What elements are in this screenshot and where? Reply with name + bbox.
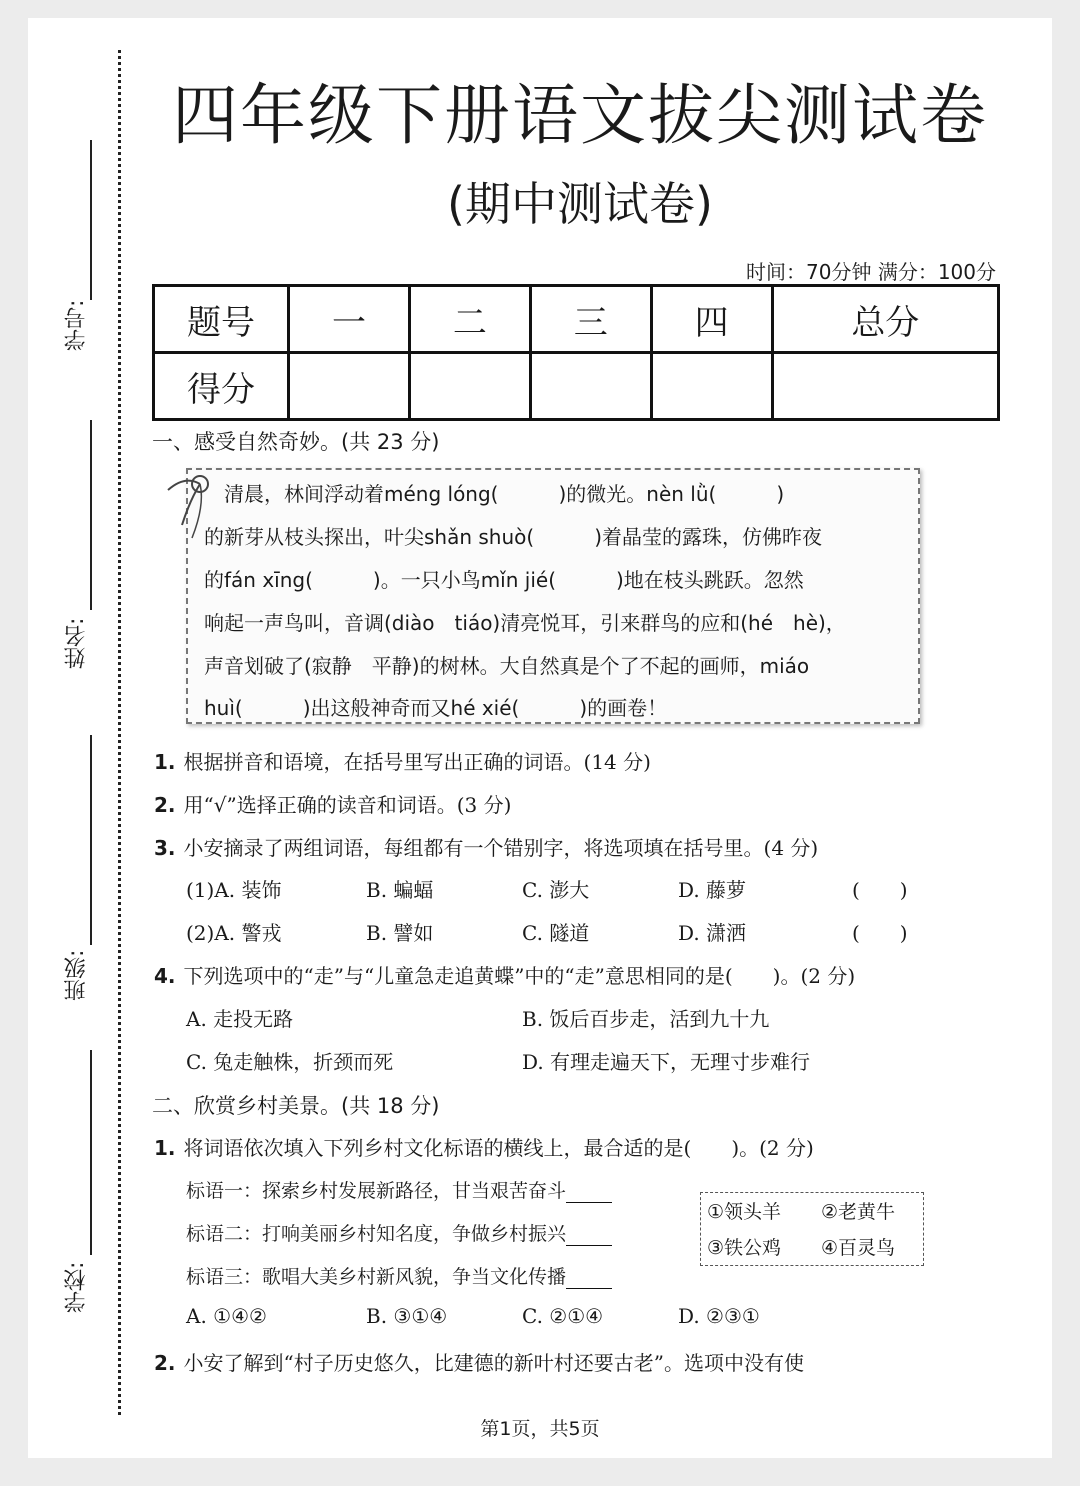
question-number: 1. (154, 1136, 176, 1160)
page-subtitle: (期中测试卷) (447, 177, 713, 231)
slogan-1 (186, 1176, 612, 1203)
option[interactable]: C. 隧道 (522, 921, 590, 945)
option[interactable]: A. ①④② (186, 1304, 267, 1328)
word-choice-box (700, 1192, 924, 1266)
score-table-header-row (154, 286, 999, 353)
option[interactable]: B. ③①④ (366, 1304, 448, 1328)
question-text: 小安摘录了两组词语，每组都有一个错别字，将选项填在括号里。(4 分) (183, 836, 819, 860)
question-text: 下列选项中的“走”与“儿童急走追黄蝶”中的“走”意思相同的是( )。(2 分) (183, 964, 856, 988)
section-2-title: 二、欣赏乡村美景。(共 18 分) (152, 1094, 440, 1118)
question-1-2 (154, 789, 511, 818)
score-input-cell[interactable] (289, 353, 410, 420)
answer-bracket[interactable]: ( ) (852, 921, 908, 945)
binding-dotted-line (118, 50, 121, 1415)
option[interactable]: (2)A. 警戎 (186, 921, 282, 945)
score-cell: 二 (409, 286, 530, 353)
slogan-text: 标语二：打响美丽乡村知名度，争做乡村振兴 (186, 1223, 567, 1245)
score-cell: 总分 (772, 286, 998, 353)
score-input-cell[interactable] (530, 353, 651, 420)
question-1-3 (154, 832, 818, 861)
student-id-label: 学号: (64, 300, 89, 352)
option[interactable]: B. 饭后百步走，活到九十九 (522, 1007, 770, 1031)
option[interactable]: D. 潇洒 (678, 921, 747, 945)
question-2-2 (154, 1347, 804, 1376)
score-cell: 一 (289, 286, 410, 353)
name-label: 姓名: (64, 618, 89, 670)
question-1-1 (154, 746, 651, 775)
option[interactable]: B. 蝙蝠 (366, 878, 434, 902)
question-1-4 (154, 960, 855, 989)
passage-line: 的fán xīng( )。一只小鸟mǐn jié( )地在枝头跳跃。忽然 (204, 568, 804, 592)
passage-line: 清晨，林间浮动着méng lóng( )的微光。nèn lǜ( ) (204, 482, 785, 506)
word-choice: ①领头羊 (707, 1201, 782, 1223)
school-rule (90, 1050, 92, 1255)
score-input-cell[interactable] (651, 353, 772, 420)
class-label: 班级: (64, 950, 89, 1002)
section-1-title: 一、感受自然奇妙。(共 23 分) (152, 430, 440, 454)
class-rule (90, 735, 92, 945)
score-input-cell[interactable] (772, 353, 998, 420)
time-score-info: 时间：70分钟 满分：100分 (746, 260, 996, 284)
option[interactable]: C. 兔走触株，折颈而死 (186, 1050, 394, 1074)
word-choice: ④百灵鸟 (821, 1237, 896, 1259)
passage-line: 的新芽从枝头探出，叶尖shǎn shuò( )着晶莹的露珠，仿佛昨夜 (204, 525, 822, 549)
option[interactable]: D. 藤萝 (678, 878, 747, 902)
word-choice: ②老黄牛 (821, 1201, 896, 1223)
option[interactable]: C. ②①④ (522, 1304, 604, 1328)
question-text: 小安了解到“村子历史悠久，比建德的新叶村还要古老”。选项中没有使 (183, 1351, 804, 1375)
score-table (152, 284, 1000, 421)
question-text: 根据拼音和语境，在括号里写出正确的词语。(14 分) (183, 750, 651, 774)
question-number: 2. (154, 1351, 176, 1375)
score-cell: 三 (530, 286, 651, 353)
option[interactable]: D. 有理走遍天下，无理寸步难行 (522, 1050, 811, 1074)
school-label: 学校: (64, 1262, 89, 1314)
score-cell: 题号 (154, 286, 289, 353)
question-2-1 (154, 1132, 814, 1161)
option[interactable]: C. 澎大 (522, 878, 590, 902)
slogan-2 (186, 1219, 612, 1246)
slogan-3 (186, 1262, 612, 1289)
question-number: 4. (154, 964, 176, 988)
option[interactable]: B. 譬如 (366, 921, 434, 945)
passage-line: 声音划破了(寂静 平静)的树林。大自然真是个了不起的画师，miáo (204, 654, 810, 678)
slogan-text: 标语一：探索乡村发展新路径，甘当艰苦奋斗 (186, 1180, 567, 1202)
question-number: 2. (154, 793, 176, 817)
page-title: 四年级下册语文拔尖测试卷 (172, 77, 988, 154)
score-cell: 四 (651, 286, 772, 353)
question-number: 3. (154, 836, 176, 860)
score-table-score-row (154, 353, 999, 420)
option[interactable]: A. 走投无路 (186, 1007, 294, 1031)
word-choice: ③铁公鸡 (707, 1237, 782, 1259)
page-footer: 第1页，共5页 (480, 1418, 600, 1440)
score-cell: 得分 (154, 353, 289, 420)
question-text: 用“√”选择正确的读音和词语。(3 分) (183, 793, 512, 817)
option[interactable]: (1)A. 装饰 (186, 878, 282, 902)
question-text: 将词语依次填入下列乡村文化标语的横线上，最合适的是( )。(2 分) (183, 1136, 814, 1160)
score-input-cell[interactable] (409, 353, 530, 420)
slogan-text: 标语三：歌唱大美乡村新风貌，争当文化传播 (186, 1266, 567, 1288)
passage-line: huì( )出这般神奇而又hé xié( )的画卷！ (204, 696, 668, 720)
passage-line: 响起一声鸟叫，音调(diào tiáo)清亮悦耳，引来群鸟的应和(hé hè)， (204, 611, 846, 635)
student-id-rule (90, 140, 92, 300)
blank-line[interactable] (566, 1225, 612, 1246)
question-number: 1. (154, 750, 176, 774)
name-rule (90, 420, 92, 610)
option[interactable]: D. ②③① (678, 1304, 760, 1328)
blank-line[interactable] (566, 1182, 612, 1203)
blank-line[interactable] (566, 1268, 612, 1289)
answer-bracket[interactable]: ( ) (852, 878, 908, 902)
